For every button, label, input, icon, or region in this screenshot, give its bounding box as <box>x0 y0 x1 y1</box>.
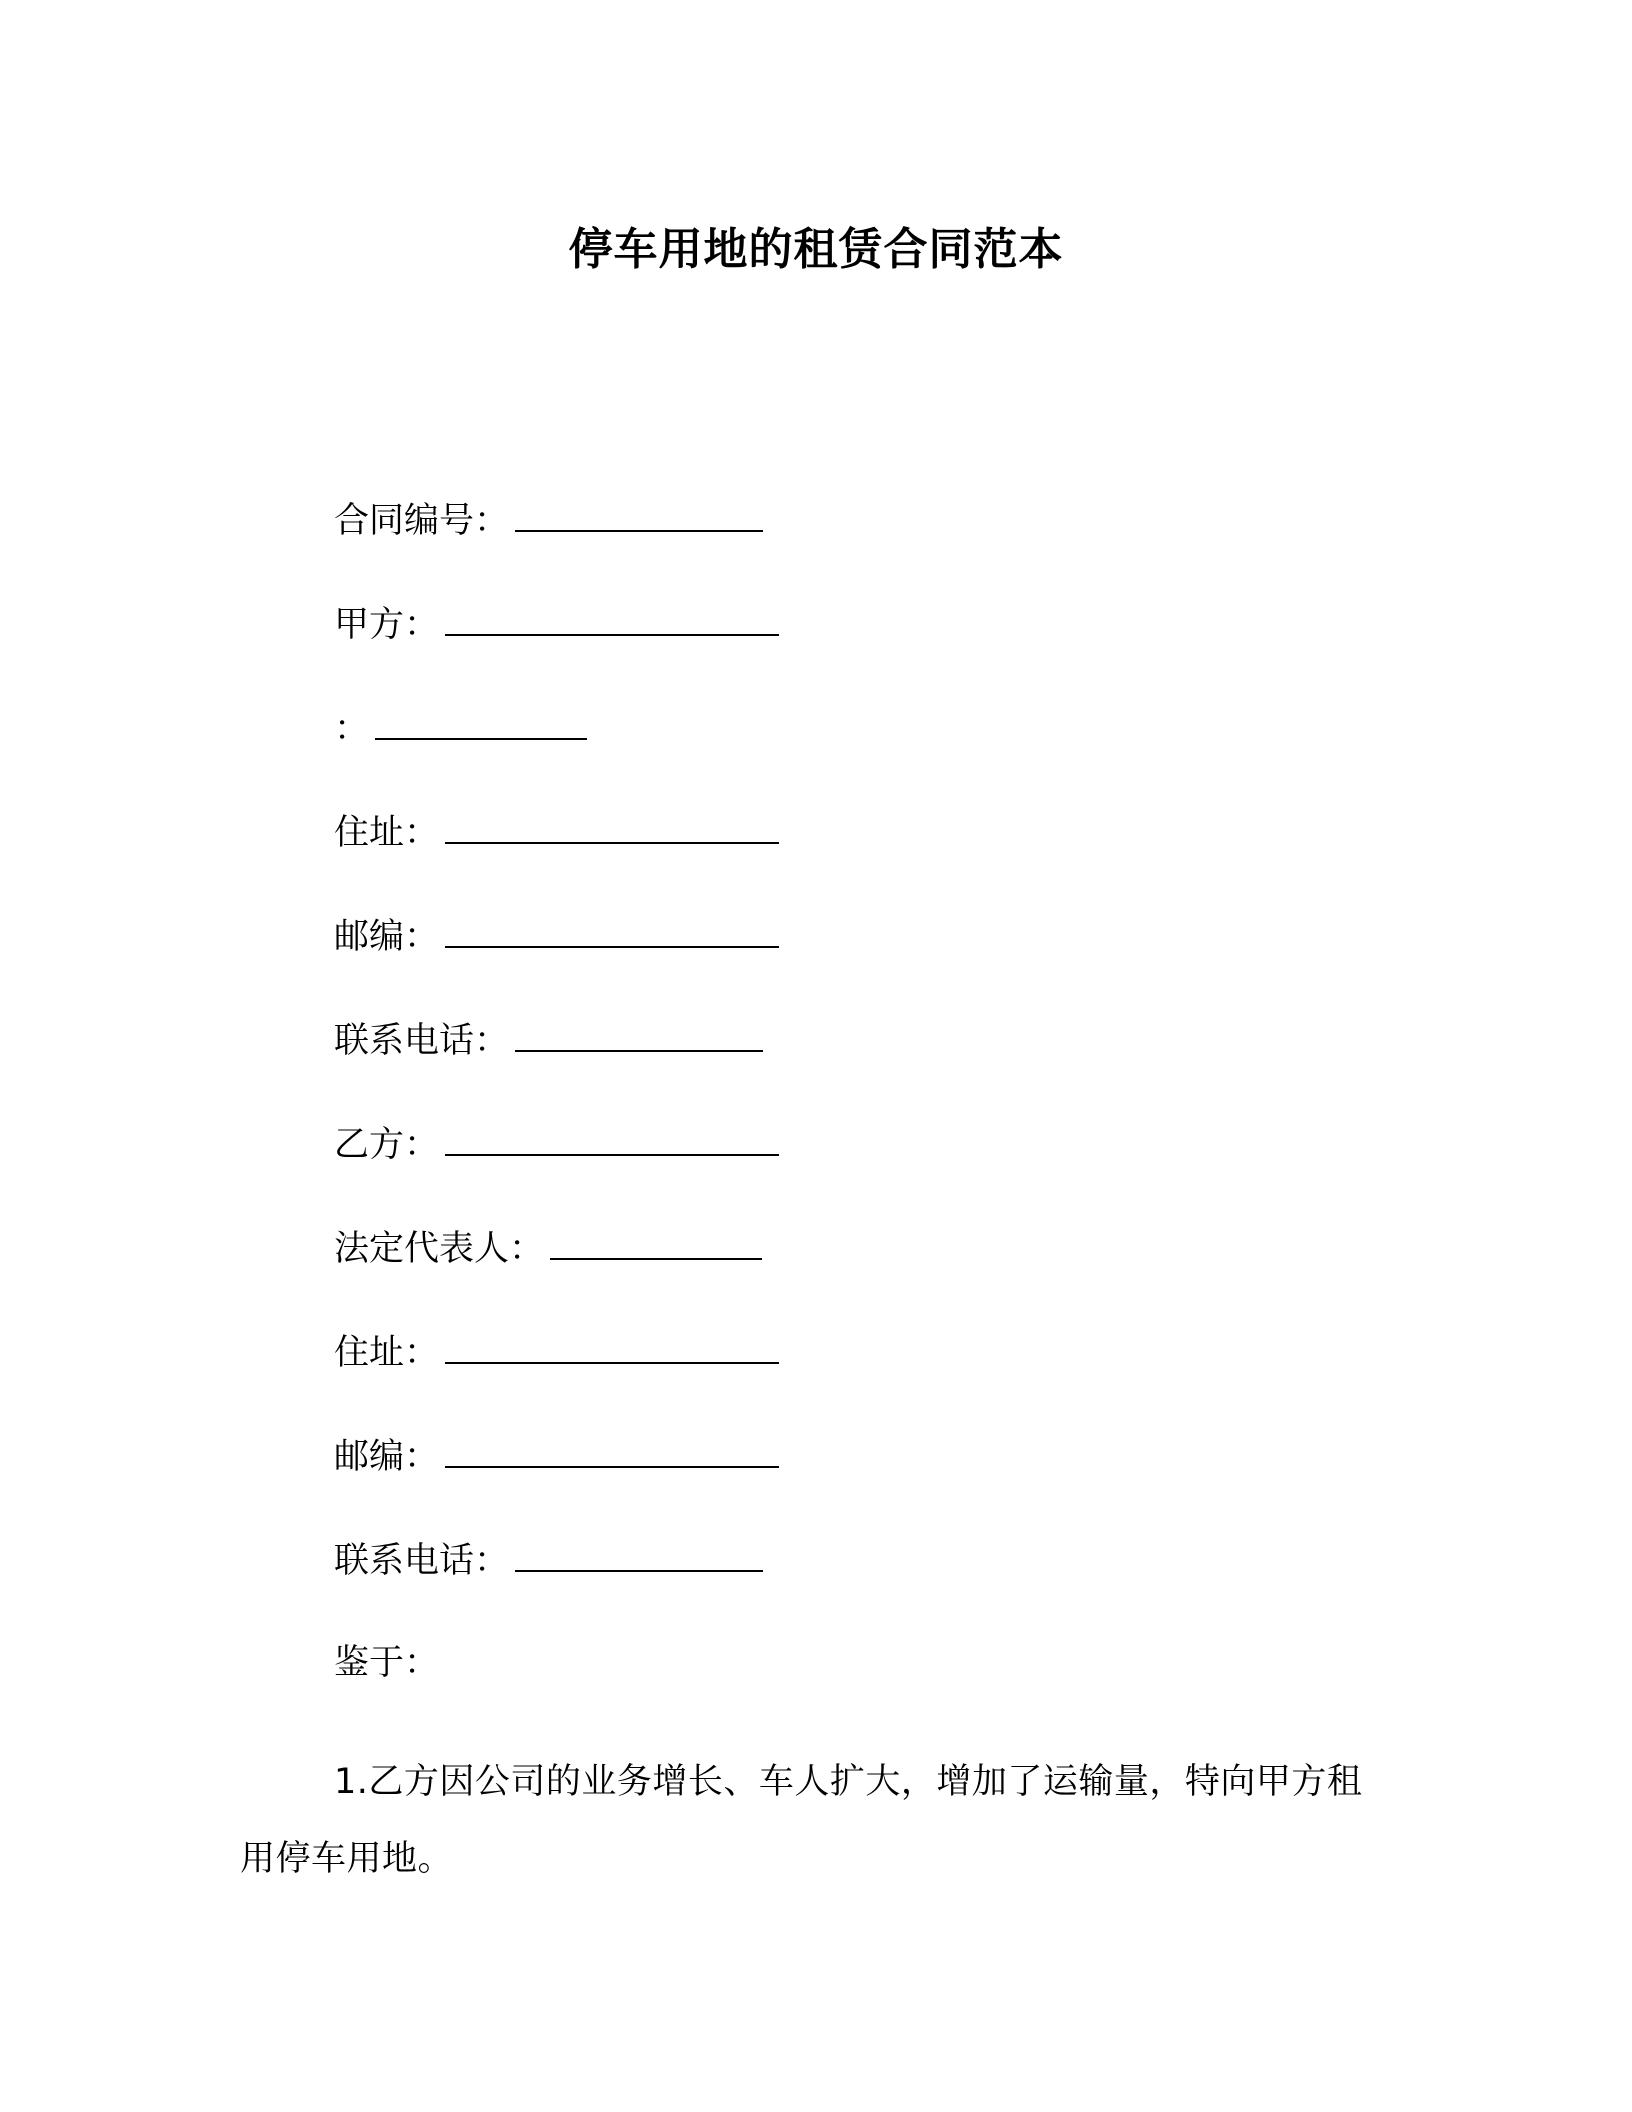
fill-blank <box>515 1534 763 1572</box>
field-party-b-phone <box>334 1534 1374 1638</box>
field-label: 邮编： <box>334 917 440 957</box>
field-label: 邮编： <box>334 1437 440 1477</box>
fill-blank <box>515 494 763 532</box>
field-label: 乙方： <box>334 1125 440 1165</box>
field-party-b-address <box>334 1326 1374 1430</box>
field-label: ： <box>334 709 370 749</box>
field-unnamed <box>334 702 1374 806</box>
fill-blank <box>445 806 779 844</box>
contract-fields <box>334 494 1374 1742</box>
fill-blank <box>445 598 779 636</box>
field-label: 联系电话： <box>334 1021 510 1061</box>
field-label: 住址： <box>334 813 440 853</box>
field-label: 鉴于： <box>334 1643 440 1683</box>
fill-blank <box>445 910 779 948</box>
field-party-a-address <box>334 806 1374 910</box>
field-party-a <box>334 598 1374 702</box>
field-party-a-postcode <box>334 910 1374 1014</box>
field-contract-number <box>334 494 1374 598</box>
fill-blank <box>445 1326 779 1364</box>
field-label: 联系电话： <box>334 1541 510 1581</box>
fill-blank <box>550 1222 762 1260</box>
field-label: 甲方： <box>334 605 440 645</box>
fill-blank <box>445 1118 779 1156</box>
field-label: 住址： <box>334 1333 440 1373</box>
clause-paragraph-1: 1.乙方因公司的业务增长、车人扩大，增加了运输量，特向甲方租用停车用地。 <box>240 1762 1363 1879</box>
field-party-b <box>334 1118 1374 1222</box>
fill-blank <box>515 1014 763 1052</box>
field-label: 合同编号： <box>334 501 510 541</box>
document-title: 停车用地的租赁合同范本 <box>568 224 1064 275</box>
field-party-a-phone <box>334 1014 1374 1118</box>
field-label: 法定代表人： <box>334 1229 545 1269</box>
fill-blank <box>445 1430 779 1468</box>
fill-blank <box>375 702 587 740</box>
field-whereas <box>334 1638 1374 1742</box>
field-party-b-postcode <box>334 1430 1374 1534</box>
field-legal-representative <box>334 1222 1374 1326</box>
